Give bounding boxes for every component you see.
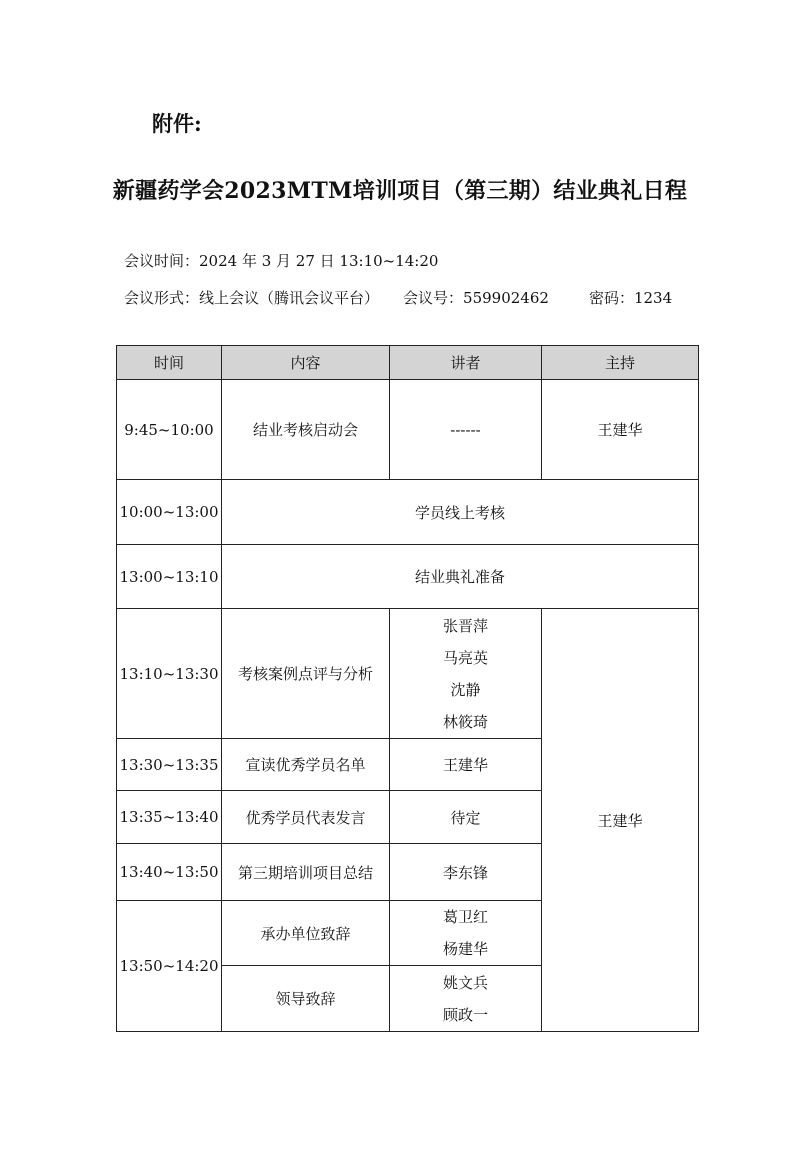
time-cell: 13:10~13:30 bbox=[117, 609, 222, 739]
content-cell: 宣读优秀学员名单 bbox=[222, 739, 390, 791]
content-cell: 第三期培训项目总结 bbox=[222, 844, 390, 901]
speaker-name: 沈静 bbox=[450, 680, 481, 699]
speaker-name: 姚文兵 bbox=[442, 973, 488, 992]
table-row bbox=[117, 545, 699, 609]
meeting-format-label: 会议形式： bbox=[124, 289, 200, 307]
attachment-label: 附件: bbox=[152, 111, 202, 136]
meeting-time-value: 2024 年 3 月 27 日 13:10~14:20 bbox=[199, 252, 439, 270]
header-host: 主持 bbox=[542, 346, 699, 380]
content-cell: 承办单位致辞 bbox=[222, 901, 390, 966]
content-cell: 优秀学员代表发言 bbox=[222, 791, 390, 844]
table-row bbox=[117, 609, 699, 739]
speaker-cell bbox=[390, 609, 542, 739]
speaker-name: 林筱琦 bbox=[442, 712, 488, 731]
header-speaker: 讲者 bbox=[390, 346, 542, 380]
content-cell: 结业典礼准备 bbox=[222, 545, 699, 609]
content-cell: 学员线上考核 bbox=[222, 480, 699, 545]
speaker-cell: 李东锋 bbox=[390, 844, 542, 901]
speaker-cell bbox=[390, 966, 542, 1032]
speaker-name: 马亮英 bbox=[442, 648, 488, 667]
speaker-name: 顾政一 bbox=[442, 1005, 488, 1024]
speaker-name: 张晋萍 bbox=[442, 616, 488, 635]
schedule-table bbox=[116, 345, 699, 1032]
meeting-password-label: 密码： bbox=[588, 289, 634, 307]
speaker-cell bbox=[390, 901, 542, 966]
meeting-password-value: 1234 bbox=[633, 289, 673, 307]
content-cell: 结业考核启动会 bbox=[222, 380, 390, 480]
speaker-cell: 王建华 bbox=[390, 739, 542, 791]
speaker-name: 葛卫红 bbox=[442, 908, 488, 926]
time-cell: 13:00~13:10 bbox=[117, 545, 222, 609]
table-row bbox=[117, 480, 699, 545]
time-cell: 10:00~13:00 bbox=[117, 480, 222, 545]
meeting-id-value: 559902462 bbox=[463, 289, 549, 307]
table-header-row bbox=[117, 346, 699, 380]
host-cell: 王建华 bbox=[542, 380, 699, 480]
meeting-format-line bbox=[124, 287, 672, 308]
speaker-cell: ------ bbox=[390, 380, 542, 480]
header-content: 内容 bbox=[222, 346, 390, 380]
host-cell: 王建华 bbox=[542, 609, 699, 1032]
meeting-time-line bbox=[124, 250, 438, 271]
meeting-id-label: 会议号： bbox=[403, 289, 464, 307]
meeting-format-value: 线上会议（腾讯会议平台） bbox=[199, 289, 380, 307]
content-cell: 领导致辞 bbox=[222, 966, 390, 1032]
content-cell: 考核案例点评与分析 bbox=[222, 609, 390, 739]
time-cell: 13:50~14:20 bbox=[117, 901, 222, 1032]
document-title: 新疆药学会2023MTM培训项目（第三期）结业典礼日程 bbox=[112, 178, 688, 204]
speaker-name: 杨建华 bbox=[442, 940, 488, 958]
table-row bbox=[117, 380, 699, 480]
time-cell: 9:45~10:00 bbox=[117, 380, 222, 480]
speaker-cell: 待定 bbox=[390, 791, 542, 844]
header-time: 时间 bbox=[117, 346, 222, 380]
time-cell: 13:40~13:50 bbox=[117, 844, 222, 901]
meeting-time-label: 会议时间： bbox=[124, 252, 200, 270]
time-cell: 13:35~13:40 bbox=[117, 791, 222, 844]
time-cell: 13:30~13:35 bbox=[117, 739, 222, 791]
